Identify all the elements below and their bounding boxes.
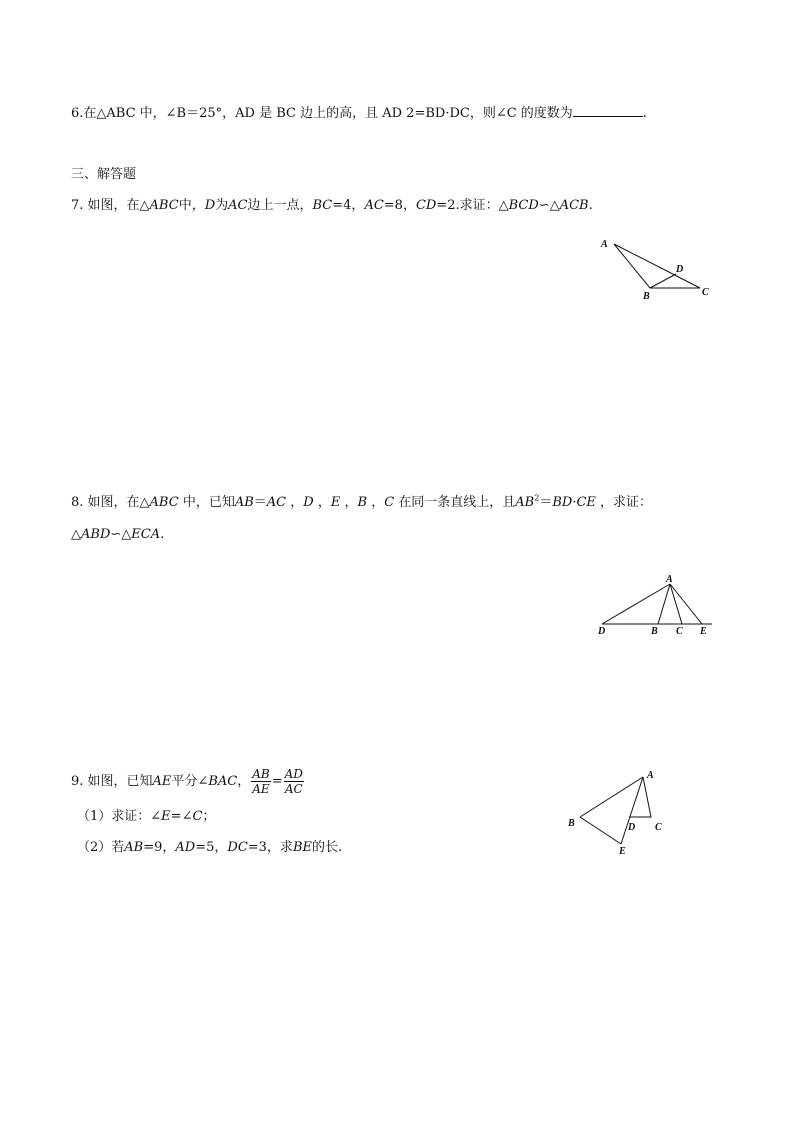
q8-text: ， [367,495,385,510]
q8-var: ABD [81,527,111,542]
q7-var: BC [312,198,333,213]
q9-frac-denominator: AE [252,781,270,796]
q6-answer-blank[interactable] [573,105,643,117]
q9-text: 9. 如图，已知 [71,773,153,789]
q7-var: ACB [559,198,589,213]
q8-text: ， [340,495,358,510]
q9-text: ， [237,773,251,789]
q9-label-b: B [568,818,575,829]
question-7 [71,199,593,212]
q8-segment-ac [670,584,682,624]
q9-text: =∠ [170,809,193,824]
q7-var: AC [228,198,248,213]
q9-frac-numerator: AD [284,766,303,781]
q8-text: ， [313,495,331,510]
q9-var: C [192,809,203,824]
q6-text-a: 在△ABC 中，∠B＝25° [83,106,223,121]
q8-var: C [384,495,395,510]
question-9-part-1 [77,810,215,823]
q7-figure [598,236,718,306]
q8-var: BD·CE [552,495,596,510]
q7-triangle-abc [614,244,700,288]
q7-label-b: B [643,291,650,302]
question-8-line-1 [71,493,653,510]
section-title: 三、解答题 [71,167,137,182]
q7-text: . [588,198,593,213]
q6-end: . [642,106,647,121]
q9-text: 平分∠ [171,773,209,789]
q9-text: （2）若 [77,840,125,855]
q9-var: E [161,809,171,824]
q9-segment-ae [621,777,643,844]
q8-label-e: E [700,626,707,637]
q8-var: B [357,495,368,510]
q8-var: ABC [149,495,179,510]
q8-var: AC [266,495,287,510]
q7-label-d: D [676,264,684,275]
q9-fraction-ad-ac [284,767,304,796]
q7-text: =2.求证：△ [436,198,509,213]
q9-text: 的长. [311,840,343,855]
q8-text: ，求证： [595,495,653,510]
q8-label-d: D [598,626,606,637]
q7-label-c: C [702,287,709,298]
q9-frac-numerator: AB [252,766,270,781]
q9-var: AB [124,840,144,855]
q8-figure [594,572,722,642]
q8-var: AB [234,495,254,510]
q8-exponent: 2 [534,493,540,503]
question-8-line-2 [71,528,164,541]
q8-text: ， [286,495,304,510]
q9-label-c: C [655,822,662,833]
q6-number: 6. [71,106,84,121]
q9-text: =5， [195,840,228,855]
q8-text: 中，已知 [178,495,235,510]
q8-text: ＝ [253,495,267,510]
q8-var: D [303,495,314,510]
q9-var: BE [292,840,312,855]
q8-var: E [330,495,341,510]
q8-text: 在同一条直线上，且 [394,495,516,510]
q8-var: ECA [131,527,161,542]
q8-text: ＝ [539,495,553,510]
q9-var: AD [175,840,196,855]
q9-label-a: A [647,770,654,781]
q9-text: （1）求证：∠ [77,809,162,824]
q8-text: ∽△ [110,527,132,542]
q8-segment-ae [670,584,702,624]
q7-text: 边上一点， [247,198,313,213]
q7-var: AC [364,198,384,213]
q9-var: BAC [208,773,238,789]
q9-frac-denominator: AC [284,781,303,796]
q7-var: ABC [149,198,179,213]
q7-text: =8， [383,198,416,213]
q7-segment-bd [650,274,676,288]
q9-label-e: E [619,846,626,857]
q8-var: AB [515,495,535,510]
q8-label-a: A [666,574,673,585]
q9-label-d: D [628,822,636,833]
q7-text: ∽△ [538,198,560,213]
q9-text: = [271,773,283,789]
q7-var: CD [415,198,437,213]
question-9-line-1 [71,764,305,798]
q8-text: 8. 如图，在△ [71,495,150,510]
q9-var: AE [152,773,172,789]
q6-text-b: ，AD 是 BC 边上的高，且 AD 2=BD·DC，则∠C 的度数为 [222,106,573,121]
q7-var: BCD [508,198,539,213]
q9-figure [565,765,675,860]
q7-var: D [204,198,216,213]
q9-text: =9， [143,840,176,855]
q8-label-c: C [676,626,683,637]
q9-text: =3，求 [247,840,293,855]
q7-text: 中， [178,198,205,213]
q7-text: =4， [332,198,365,213]
question-6 [71,105,647,120]
q9-fraction-ab-ae [251,767,270,796]
q8-text: . [160,527,165,542]
q7-text: 7. 如图，在△ [71,198,150,213]
q9-segment-ab [580,777,643,817]
q7-label-a: A [601,239,608,250]
q9-var: DC [227,840,248,855]
q9-segment-be [580,817,621,844]
q8-text: △ [71,527,81,542]
question-9-part-2 [77,841,342,854]
q8-label-b: B [651,626,658,637]
q9-text: ； [202,809,216,824]
q7-text: 为 [215,198,229,213]
